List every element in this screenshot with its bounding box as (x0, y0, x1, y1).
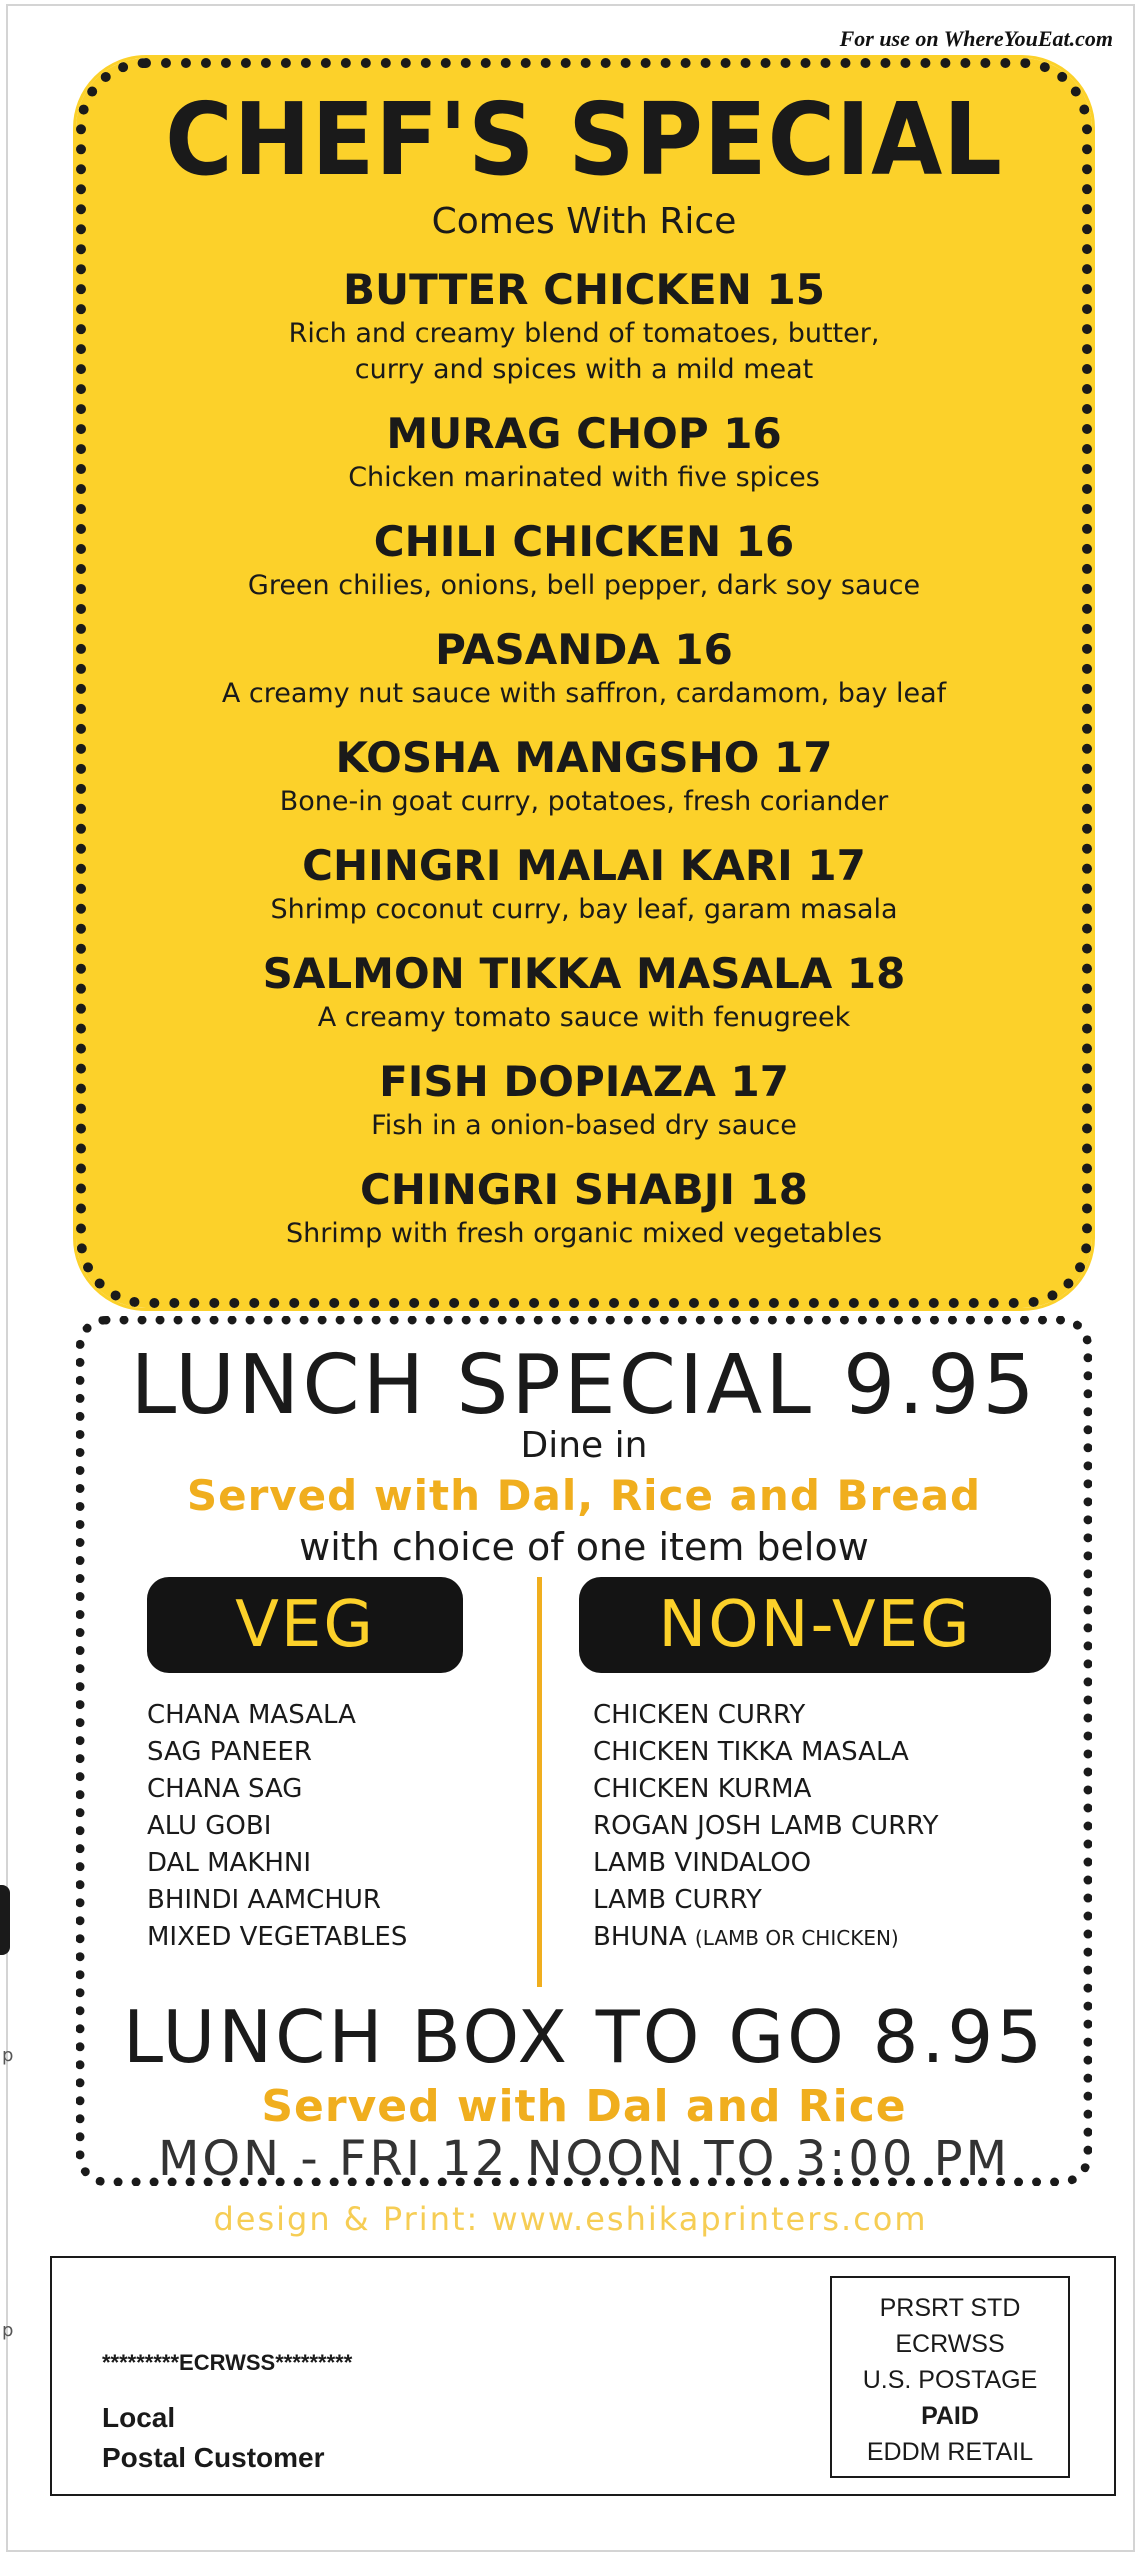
chefs-special-subtitle: Comes With Rice (431, 201, 737, 242)
chefs-special-panel (76, 58, 1092, 1308)
dish-item (86, 516, 1082, 604)
list-item: CHICKEN KURMA (593, 1774, 812, 1804)
dish-item (86, 624, 1082, 712)
edge-letter: p (2, 2045, 14, 2066)
edge-tab (0, 1885, 10, 1955)
non-veg-tag: NON-VEG (579, 1577, 1051, 1673)
addressee (102, 2398, 325, 2478)
served-with-label: Served with Dal, Rice and Bread (186, 1471, 982, 1520)
postage-line: PRSRT STD (879, 2294, 1021, 2322)
list-item: CHICKEN CURRY (593, 1700, 806, 1730)
dish-description: curry and spices with a mild meat (354, 354, 814, 385)
dish-item (86, 264, 1082, 388)
edge-letter: p (2, 2320, 14, 2341)
dish-name: CHINGRI MALAI KARI 17 (302, 841, 866, 890)
dish-name: FISH DOPIAZA 17 (379, 1057, 789, 1106)
dine-in-label: Dine in (520, 1425, 648, 1466)
lunch-special-panel (76, 1316, 1092, 2186)
dish-description: A creamy nut sauce with saffron, cardamom, bay leaf (221, 678, 947, 709)
dish-description: Shrimp coconut curry, bay leaf, garam masala (270, 894, 898, 925)
dish-item (86, 840, 1082, 928)
dish-description: Green chilies, onions, bell pepper, dark soy sauce (247, 570, 921, 601)
postage-line: ECRWSS (895, 2330, 1005, 2358)
dish-description: Bone-in goat curry, potatoes, fresh coriander (279, 786, 889, 817)
printer-credit: design & Print: www.eshikaprinters.com (213, 2200, 928, 2238)
lunch-box-title: LUNCH BOX TO GO 8.95 (123, 1995, 1045, 2079)
dish-description: Chicken marinated with five spices (348, 462, 820, 493)
postage-paid: PAID (921, 2402, 979, 2430)
dish-item (86, 948, 1082, 1036)
list-item: SAG PANEER (147, 1737, 312, 1767)
list-item: LAMB CURRY (593, 1885, 762, 1915)
dish-name: PASANDA 16 (435, 625, 733, 674)
local-label: Local (102, 2402, 176, 2433)
postage-indicia (830, 2276, 1070, 2478)
hours-label: MON - FRI 12 NOON TO 3:00 PM (157, 2131, 1011, 2187)
postage-line: EDDM RETAIL (866, 2438, 1034, 2466)
postage-line: U.S. POSTAGE (862, 2366, 1038, 2394)
list-item: ALU GOBI (147, 1811, 272, 1841)
list-item: DAL MAKHNI (147, 1848, 312, 1878)
list-item (593, 1919, 939, 1957)
dish-name: CHILI CHICKEN 16 (373, 517, 795, 566)
column-divider (537, 1577, 542, 1987)
list-item: CHANA MASALA (147, 1700, 356, 1730)
dish-description: A creamy tomato sauce with fenugreek (317, 1002, 851, 1033)
non-veg-list (593, 1697, 939, 1957)
dish-name: BUTTER CHICKEN 15 (343, 265, 825, 314)
chefs-special-title: CHEF'S SPECIAL (165, 81, 1003, 198)
dish-description: Rich and creamy blend of tomatoes, butter, (288, 318, 880, 349)
dish-description: Fish in a onion-based dry sauce (371, 1110, 797, 1141)
dish-item (86, 408, 1082, 496)
bhuna-label: BHUNA (593, 1922, 687, 1952)
lunch-box-served: Served with Dal and Rice (261, 2081, 907, 2132)
ecrwss-line: *********ECRWSS********* (102, 2350, 353, 2375)
flyer-page (6, 4, 1135, 2552)
dish-name: KOSHA MANGSHO 17 (335, 733, 833, 782)
list-item: ROGAN JOSH LAMB CURRY (593, 1811, 939, 1841)
mailing-box (50, 2256, 1116, 2496)
dish-name: SALMON TIKKA MASALA 18 (262, 949, 906, 998)
veg-list (147, 1697, 407, 1956)
dish-name: MURAG CHOP 16 (386, 409, 782, 458)
dish-description: Shrimp with fresh organic mixed vegetables (285, 1218, 883, 1249)
choice-label: with choice of one item below (299, 1525, 869, 1569)
postal-customer-label: Postal Customer (102, 2442, 325, 2473)
lunch-special-title: LUNCH SPECIAL 9.95 (130, 1338, 1038, 1433)
dish-name: CHINGRI SHABJI 18 (359, 1165, 809, 1214)
list-item: BHINDI AAMCHUR (147, 1885, 381, 1915)
list-item: MIXED VEGETABLES (147, 1922, 408, 1952)
list-item: CHANA SAG (147, 1774, 303, 1804)
list-item: CHICKEN TIKKA MASALA (593, 1737, 909, 1767)
dish-item (86, 732, 1082, 820)
veg-tag: VEG (147, 1577, 463, 1673)
bhuna-note: (LAMB OR CHICKEN) (694, 1926, 899, 1950)
watermark: For use on WhereYouEat.com (839, 26, 1113, 51)
dish-item (86, 1056, 1082, 1144)
list-item: LAMB VINDALOO (593, 1848, 812, 1878)
dish-item (86, 1164, 1082, 1252)
